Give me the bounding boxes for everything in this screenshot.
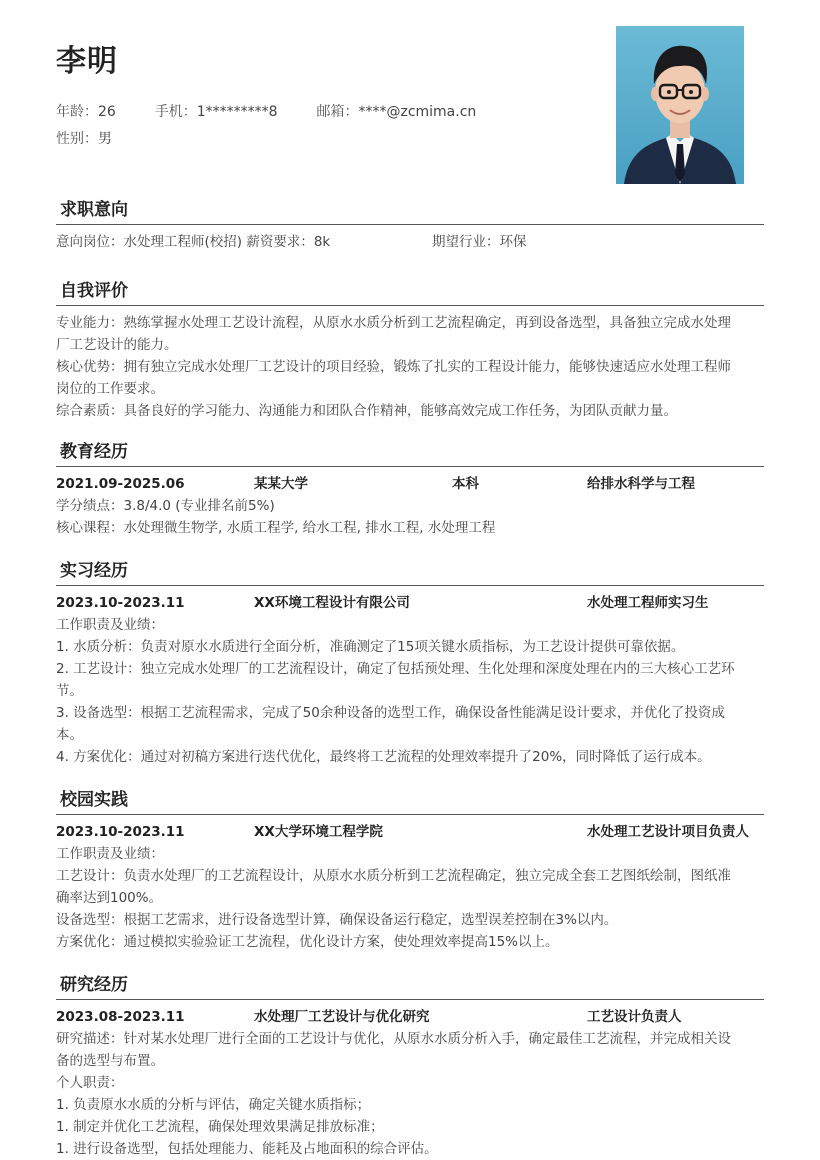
self-eval-line: 岗位的工作要求。: [56, 381, 164, 397]
gender-row: [56, 128, 112, 148]
education-degree: 本科: [452, 476, 479, 492]
self-eval-line: 专业能力：熟练掌握水处理工艺设计流程，从原水水质分析到工艺流程确定，再到设备选型，具备独立完成水处理: [56, 315, 731, 331]
campus-period: 2023.10-2023.11: [56, 824, 185, 840]
research-project: 水处理厂工艺设计与优化研究: [254, 1009, 430, 1025]
internship-header-row: [56, 592, 764, 614]
campus-practice-section: [56, 788, 764, 953]
job-intent-row: [56, 231, 764, 253]
internship-period: 2023.10-2023.11: [56, 595, 185, 611]
research-line: 研究描述：针对某水处理厂进行全面的工艺设计与优化，从原水水质分析入手，确定最佳工艺流程，并完成相关设: [56, 1031, 731, 1047]
research-header-row: [56, 1006, 764, 1028]
internship-role: 水处理工程师实习生: [587, 595, 709, 611]
age-value: 26: [98, 104, 116, 120]
education-school: 某某大学: [254, 476, 308, 492]
research-line: 备的选型与布置。: [56, 1053, 164, 1069]
internship-line: 工作职责及业绩：: [56, 617, 164, 633]
email-label: 邮箱：: [316, 104, 359, 120]
internship-line: 3. 设备选型：根据工艺流程需求，完成了50余种设备的选型工作，确保设备性能满足设计要求，并优化了投资成: [56, 705, 725, 721]
internship-line: 节。: [56, 683, 83, 699]
phone-value: 1*********8: [196, 104, 278, 120]
education-header-row: [56, 473, 764, 495]
age-label: 年龄：: [56, 104, 98, 120]
research-line: 个人职责：: [56, 1075, 124, 1091]
internship-section: [56, 559, 764, 768]
campus-organization: XX大学环境工程学院: [254, 824, 383, 840]
campus-role: 水处理工艺设计项目负责人: [587, 824, 749, 840]
expected-industry: 期望行业：环保: [432, 234, 527, 250]
internship-title: 实习经历: [56, 559, 764, 586]
self-eval-line: 厂工艺设计的能力。: [56, 337, 178, 353]
self-evaluation-body: [56, 312, 764, 422]
campus-header-row: [56, 821, 764, 843]
education-line: 核心课程：水处理微生物学, 水质工程学, 给水工程, 排水工程, 水处理工程: [56, 520, 496, 536]
job-intent-section: [56, 198, 764, 253]
email-value: ****@zcmima.cn: [358, 104, 477, 120]
education-section: [56, 440, 764, 539]
phone-label: 手机：: [154, 104, 197, 120]
research-role: 工艺设计负责人: [587, 1009, 682, 1025]
self-eval-line: 综合素质：具备良好的学习能力、沟通能力和团队合作精神，能够高效完成工作任务，为团队贡献力量。: [56, 403, 677, 419]
intended-position: 意向岗位：水处理工程师(校招) 薪资要求：8k: [56, 234, 331, 250]
campus-line: 工艺设计：负责水处理厂的工艺流程设计，从原水水质分析到工艺流程确定，独立完成全套工艺图纸绘制，图纸准: [56, 868, 731, 884]
portrait-image: [616, 26, 744, 184]
candidate-name: 李明: [56, 44, 118, 79]
self-evaluation-section: [56, 279, 764, 422]
campus-line: 工作职责及业绩：: [56, 846, 164, 862]
internship-company: XX环境工程设计有限公司: [254, 595, 410, 611]
education-title: 教育经历: [56, 440, 764, 467]
research-line: 1. 负责原水水质的分析与评估，确定关键水质指标；: [56, 1097, 371, 1113]
profile-photo: [616, 26, 744, 184]
research-period: 2023.08-2023.11: [56, 1009, 185, 1025]
internship-line: 2. 工艺设计：独立完成水处理厂的工艺流程设计，确定了包括预处理、生化处理和深度处理在内的三大核心工艺环: [56, 661, 735, 677]
internship-line: 本。: [56, 727, 83, 743]
research-line: 1. 制定并优化工艺流程，确保处理效果满足排放标准；: [56, 1119, 384, 1135]
contact-info-row: [56, 101, 476, 121]
campus-line: 方案优化：通过模拟实验验证工艺流程，优化设计方案，使处理效率提高15%以上。: [56, 934, 559, 950]
job-intent-title: 求职意向: [56, 198, 764, 225]
self-evaluation-title: 自我评价: [56, 279, 764, 306]
campus-line: 设备选型：根据工艺需求，进行设备选型计算，确保设备运行稳定，选型误差控制在3%以内。: [56, 912, 618, 928]
gender-label: 性别：: [56, 131, 98, 147]
research-title: 研究经历: [56, 973, 764, 1000]
education-major: 给排水科学与工程: [587, 476, 695, 492]
internship-line: 1. 水质分析：负责对原水水质进行全面分析，准确测定了15项关键水质指标，为工艺设计提供可靠依据。: [56, 639, 685, 655]
research-section: [56, 973, 764, 1160]
research-line: 1. 进行设备选型，包括处理能力、能耗及占地面积的综合评估。: [56, 1141, 438, 1157]
self-eval-line: 核心优势：拥有独立完成水处理厂工艺设计的项目经验，锻炼了扎实的工程设计能力，能够快速适应水处理工程师: [56, 359, 731, 375]
education-period: 2021.09-2025.06: [56, 476, 185, 492]
education-line: 学分绩点：3.8/4.0 (专业排名前5%): [56, 498, 275, 514]
internship-line: 4. 方案优化：通过对初稿方案进行迭代优化，最终将工艺流程的处理效率提升了20%，同时降低了运行成本。: [56, 749, 711, 765]
campus-practice-title: 校园实践: [56, 788, 764, 815]
gender-value: 男: [98, 131, 112, 147]
campus-line: 确率达到100%。: [56, 890, 163, 906]
